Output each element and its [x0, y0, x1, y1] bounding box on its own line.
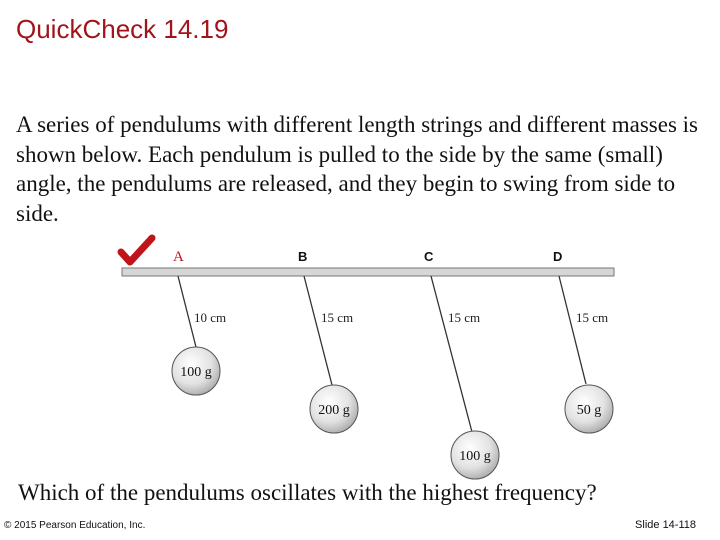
length-label-b: 15 cm [321, 310, 354, 325]
slide-title: QuickCheck 14.19 [16, 14, 229, 44]
pendulum-string-c [431, 276, 472, 432]
mass-label-d: 50 g [576, 403, 602, 418]
length-label-c: 15 cm [448, 310, 481, 325]
pendulum-label-a[interactable]: A [173, 249, 184, 265]
support-bar [122, 268, 614, 276]
pendulum-label-b[interactable]: B [298, 249, 308, 264]
length-label-d: 15 cm [576, 310, 609, 325]
slide-number: Slide 14-118 [635, 519, 696, 531]
pendulum-label-c[interactable]: C [424, 249, 434, 264]
mass-label-a: 100 g [180, 365, 212, 380]
check-mark-icon [121, 238, 152, 262]
pendulum-label-d[interactable]: D [553, 249, 563, 264]
question-prompt: A series of pendulums with different length strings and different masses is shown below. Each pendulum is pulled to the side by the same (small) angle, the pendulums are released, and they begin to swing from side to side. [16, 112, 699, 226]
pendulum-string-d [559, 276, 586, 384]
pendulum-string-b [304, 276, 332, 385]
length-label-a: 10 cm [194, 310, 227, 325]
copyright-notice: © 2015 Pearson Education, Inc. [4, 520, 146, 531]
question-text: Which of the pendulums oscillates with the highest frequency? [18, 480, 597, 505]
mass-label-b: 200 g [318, 403, 350, 418]
mass-label-c: 100 g [459, 449, 491, 464]
